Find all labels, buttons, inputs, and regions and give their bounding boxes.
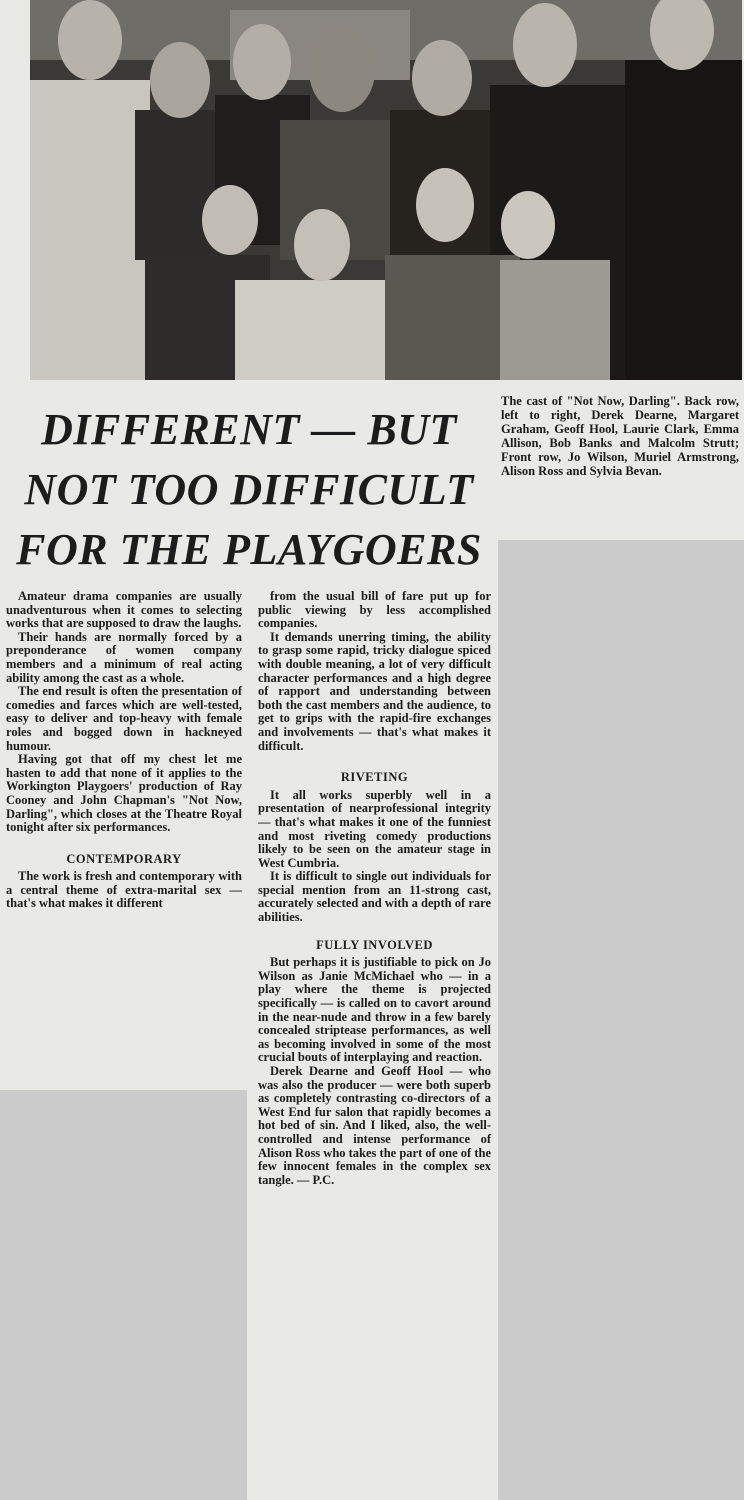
headline-line-2: NOT TOO DIFFICULT — [24, 465, 474, 514]
article-column-2 — [258, 590, 491, 1187]
photo-caption: The cast of "Not Now, Darling". Back row, left to right, Derek Dearne, Margaret Graham, Geoff Hool, Laurie Clark, Emma Allison, Bob Banks and Malcolm Strutt; Front row, Jo Wilson, Muriel Armstrong, Alison Ross and Sylvia Bevan. — [501, 394, 739, 478]
paragraph: from the usual bill of fare put up for public viewing by less accomplished companies. — [258, 589, 491, 631]
article-column-1 — [6, 590, 242, 911]
paragraph: Amateur drama companies are usually unadventurous when it comes to selecting works that are supposed to draw the laughs. — [6, 589, 242, 631]
blank-area-right — [498, 540, 744, 1500]
paragraph: The end result is often the presentation of comedies and farces which are well-tested, easy to deliver and top-heavy with female roles and bogged down in hackneyed humour. — [6, 684, 242, 753]
headline-line-1: DIFFERENT — BUT — [41, 405, 457, 454]
paragraph: It all works superbly well in a presentation of nearprofessional integrity — that's what makes it one of the funniest and most riveting comedy productions likely to be seen on the amateur stage in West Cumbria. — [258, 787, 491, 870]
paragraph: The work is fresh and contemporary with a central theme of extra-marital sex — that's what makes it different — [6, 869, 242, 911]
subheading: RIVETING — [340, 770, 409, 785]
subheading: FULLY INVOLVED — [316, 937, 433, 952]
paragraph: Derek Dearne and Geoff Hool — who was also the producer — were both superb as completely contrasting co-directors of a West End fur salon that rapidly becomes a hot bed of sin. And I liked, also, the well-controlled and intense performance of Alison Ross who takes the part of one of the few innocent females in the complex sex tangle. — P.C. — [258, 1064, 491, 1187]
paragraph: It demands unerring timing, the ability to grasp some rapid, tricky dialogue spiced with double meaning, a lot of very difficult character performances and a high degree of rapport and understanding between both the cast members and the audience, to get to grips with the rapid-fire exchanges and involvements — that's what makes it difficult. — [258, 629, 491, 753]
paragraph: It is difficult to single out individuals for special mention from an 11-strong cast, accurately selected and with a depth of rare abilities. — [258, 869, 491, 925]
cast-photo-image — [30, 0, 742, 380]
subheading: CONTEMPORARY — [66, 851, 182, 866]
paragraph: Having got that off my chest let me hasten to add that none of it applies to the Workington Playgoers' production of Ray Cooney and John Chapman's "Not Now, Darling", which closes at the Theatre Royal tonight after six performances. — [6, 752, 242, 835]
paragraph: But perhaps it is justifiable to pick on Jo Wilson as Janie McMichael who — in a play where the theme is projected specifically — is called on to cavort around in the near-nude and throw in a few barely concealed striptease performances, as well as becoming involved in some of the most crucial bouts of interplaying and reaction. — [258, 955, 491, 1065]
blank-area-left — [0, 1090, 247, 1500]
cast-photo — [30, 0, 742, 380]
paragraph: Their hands are normally forced by a preponderance of women company members and a minimum of real acting ability among the cast as a whole. — [6, 629, 242, 685]
headline-line-3: FOR THE PLAYGOERS — [16, 525, 482, 574]
headline — [14, 400, 484, 580]
